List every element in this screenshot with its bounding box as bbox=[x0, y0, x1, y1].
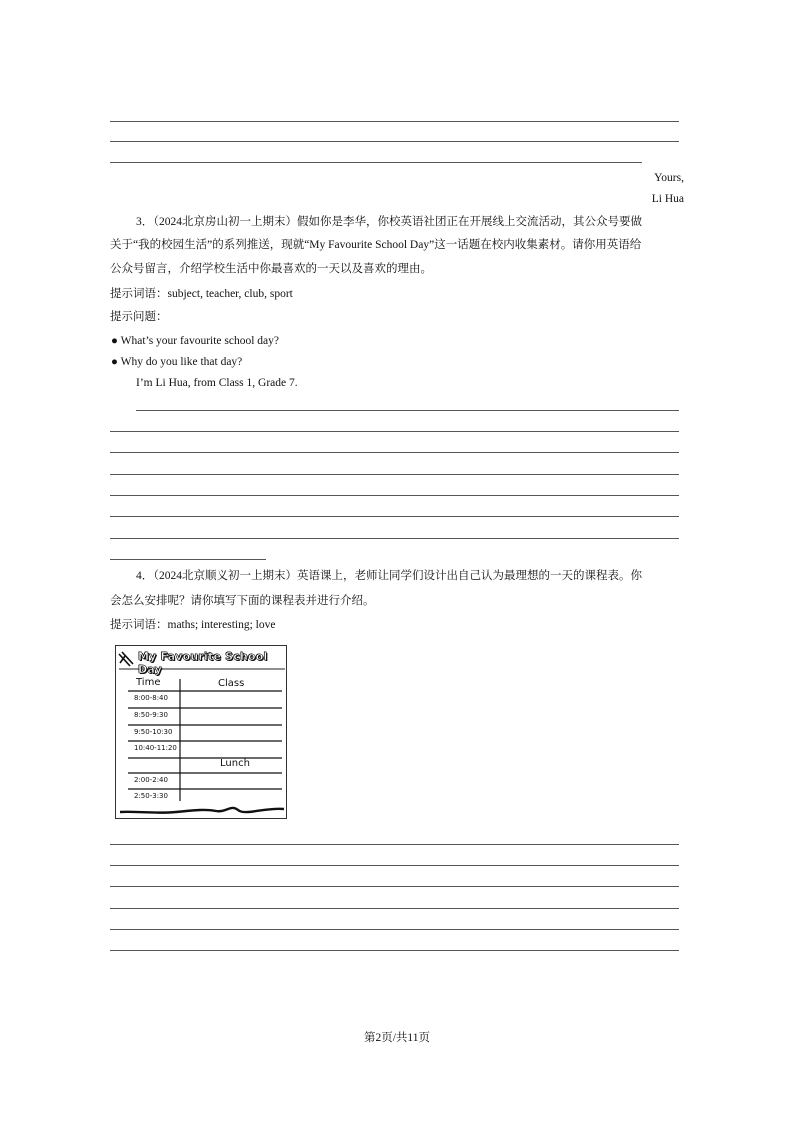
q4-text-1: （2024北京顺义初一上期末）英语课上，老师让同学们设计出自己认为最理想的一天的课程表。你 bbox=[153, 570, 642, 582]
q3-question-2: ● Why do you like that day? bbox=[111, 356, 243, 368]
q3-line1 bbox=[136, 215, 642, 229]
letter-closing: Yours, bbox=[654, 172, 684, 184]
schedule-time-6: 2:50-3:30 bbox=[134, 792, 168, 800]
q4-number: 4． bbox=[136, 570, 154, 582]
answer-line[interactable] bbox=[110, 844, 679, 845]
q4-line1 bbox=[136, 569, 642, 583]
answer-line[interactable] bbox=[110, 516, 679, 517]
answer-line[interactable] bbox=[110, 452, 679, 453]
answer-line[interactable] bbox=[136, 410, 679, 411]
answer-line[interactable] bbox=[110, 886, 679, 887]
q3-number: 3． bbox=[136, 216, 154, 228]
answer-line[interactable] bbox=[110, 162, 642, 163]
answer-line[interactable] bbox=[110, 559, 266, 560]
q3-line2: 关于“我的校园生活”的系列推送，现就“My Favourite School Day”这一话题在校内收集素材。请你用英语给 bbox=[110, 239, 642, 251]
q3-line3: 公众号留言，介绍学校生活中你最喜欢的一天以及喜欢的理由。 bbox=[110, 263, 432, 275]
answer-line[interactable] bbox=[110, 929, 679, 930]
letter-signature: Li Hua bbox=[651, 193, 684, 205]
q3-starter: I’m Li Hua, from Class 1, Grade 7. bbox=[136, 377, 298, 389]
q4-keywords: 提示词语：maths; interesting; love bbox=[110, 619, 276, 631]
schedule-image bbox=[115, 645, 287, 819]
schedule-lunch: Lunch bbox=[220, 758, 250, 769]
page-footer: 第2页/共11页 bbox=[363, 1032, 431, 1044]
answer-line[interactable] bbox=[110, 431, 679, 432]
q3-text-1: （2024北京房山初一上期末）假如你是李华，你校英语社团正在开展线上交流活动，其公众号要做 bbox=[153, 216, 642, 228]
q3-questions-label: 提示问题： bbox=[110, 311, 168, 323]
schedule-time-5: 2:00-2:40 bbox=[134, 776, 168, 784]
pencil-doodle-icon bbox=[119, 652, 133, 666]
schedule-time-2: 8:50-9:30 bbox=[134, 711, 168, 719]
schedule-time-1: 8:00-8:40 bbox=[134, 694, 168, 702]
q4-line2: 会怎么安排呢？请你填写下面的课程表并进行介绍。 bbox=[110, 595, 375, 607]
answer-line[interactable] bbox=[110, 141, 679, 142]
answer-line[interactable] bbox=[110, 495, 679, 496]
answer-line[interactable] bbox=[110, 950, 679, 951]
schedule-header-time: Time bbox=[136, 677, 161, 688]
answer-line[interactable] bbox=[110, 538, 679, 539]
q3-question-1: ● What’s your favourite school day? bbox=[111, 335, 280, 347]
q3-keywords: 提示词语：subject, teacher, club, sport bbox=[110, 288, 293, 300]
schedule-time-4: 10:40-11:20 bbox=[134, 744, 177, 752]
answer-line[interactable] bbox=[110, 908, 679, 909]
schedule-time-3: 9:50-10:30 bbox=[134, 728, 173, 736]
answer-line[interactable] bbox=[110, 474, 679, 475]
schedule-title: My Favourite School Day bbox=[138, 650, 268, 676]
schedule-header-class: Class bbox=[218, 678, 245, 689]
answer-line[interactable] bbox=[110, 121, 679, 122]
answer-line[interactable] bbox=[110, 865, 679, 866]
